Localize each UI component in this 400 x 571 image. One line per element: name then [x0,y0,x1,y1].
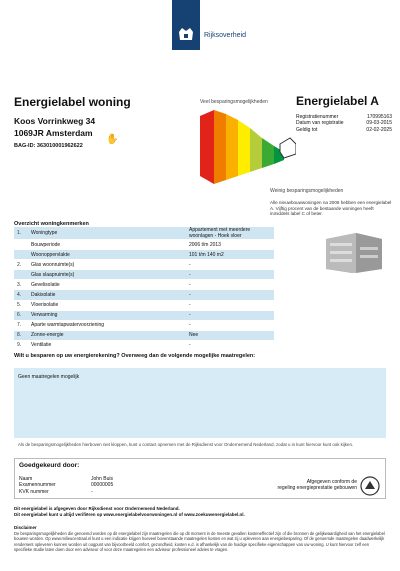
scale-band-c [250,128,262,172]
row-key: Aparte warmtapwatervoorziening [28,320,186,330]
row-number: 4. [14,290,28,300]
expert-box [14,458,386,499]
row-value: - [186,340,274,350]
label-meta [296,114,392,133]
bag-id: BAG-ID: 363010001962622 [14,143,83,149]
row-key: Woningtype [28,227,186,240]
row-number: 9. [14,340,28,350]
row-number: 8. [14,330,28,340]
scale-label-top: Veel besparingsmogelijkheden [200,99,268,105]
advice-box [14,368,386,438]
row-value: - [186,310,274,320]
row-value: Appartement met meerdere woonlagen - Hoek vloer [186,227,274,240]
scale-band-d [238,120,250,176]
table-row [14,270,274,280]
row-value: - [186,280,274,290]
row-value: Nee [186,330,274,340]
crown-emblem-icon [177,26,195,42]
meta-row: Geldig tot 02-02-2025 [296,126,392,133]
rijksoverheid-logo [172,0,200,50]
table-row [14,250,274,260]
building-illustration [322,229,386,273]
row-value: - [186,320,274,330]
page-title: Energielabel woning [14,95,131,109]
row-key: Glas slaapruimte(s) [28,270,186,280]
disclaimer-text: De besparingsmogelijkheden die genoemd worden op dit energielabel zijn maatregelen die op dit moment in de meeste gevallen kosteneffectief zijn of die bronnen de gelijkwaardigheid van het energielabel bouwen worden. Op www.milieucentraal.nl kunt u een indicatie krijgen hoeveel bovenstaande maatregelen kosten en wat zij u opleveren aan energiebesparing. Of de genoemde maatregelen daadwerkelijk rendement opleveren kunnen worden uit oogpunt van bijvoorbeeld comfort, gezondheid, kosten e.d. is afhankelijk van de huidige specifieke eigenschappen van uw woning. U kunt hiervoor zelf een specifieke studie laten doen door een adviseur of voor deze maatregelen een adviseur professioneel advies te vragen. [14,531,385,553]
scale-band-g [200,110,214,184]
advice-question: Wilt u besparen op uw energierekening? Overweeg dan de volgende mogelijke maatregelen: [14,353,256,359]
table-row [14,330,274,340]
conformity-text: Afgegeven conform de regeling energieprestatie gebouwen [277,479,357,492]
row-value: - [186,300,274,310]
hand-icon: ✋ [106,134,119,145]
row-key: Ventilatie [28,340,186,350]
expert-row: Naam John Buis [19,476,113,482]
table-row [14,280,274,290]
address-line2: 1069JR Amsterdam [14,128,93,138]
row-key: Gevelisolatie [28,280,186,290]
house-marker-icon [280,138,296,158]
scale-label-bottom: Weinig besparingsmogelijkheden [270,188,344,194]
expert-row: Examennummer 00000005 [19,482,114,489]
row-value: - [186,260,274,270]
table-row [14,310,274,320]
overview-heading: Overzicht woningkenmerken [14,221,89,227]
seal-icon [360,476,380,496]
row-number: 7. [14,320,28,330]
label-explanation: Alle nieuwbouwwoningen na 2006 hebben een energielabel A. Vijftig procent van de bestaande woningen heeft inmiddels label C of beter. [270,200,392,217]
row-number [14,240,28,250]
table-row [14,227,274,240]
row-number: 2. [14,260,28,270]
row-value: 101 t/m 140 m2 [186,250,274,260]
footer-line1: Dit energielabel is afgegeven door Rijksdienst voor Ondernemend Nederland. [14,506,180,511]
advice-note: Als de besparingsmogelijkheden hierboven niet kloppen, kunt u contact opnemen met de Rijksdienst voor Ondernemend Nederland, zodat u in kunt hiervoor kunt ook kijken. [18,442,354,447]
advice-text: Geen maatregelen mogelijk [18,374,80,380]
table-row [14,260,274,270]
row-number [14,270,28,280]
row-key: Verwarming [28,310,186,320]
row-number [14,250,28,260]
table-row [14,290,274,300]
row-key: Vloerisolatie [28,300,186,310]
energy-label-title: Energielabel A [296,94,379,108]
row-value: - [186,290,274,300]
table-row [14,340,274,350]
table-row [14,320,274,330]
footer-line2: Dit energielabel kunt u altijd verifiëren op www.energielabelvoorwoningen.nl of www.zoekuwenergielabel.nl. [14,512,245,517]
scale-band-f [214,110,226,184]
row-number: 1. [14,227,28,240]
row-value: 2006 t/m 2013 [186,240,274,250]
address-line1: Koos Vorrinkweg 34 [14,116,96,126]
expert-rows [19,476,113,495]
meta-row: Registratienummer 170995163 [296,114,392,120]
label-scale-graphic [200,106,296,188]
row-number: 5. [14,300,28,310]
row-key: Bouwperiode [28,240,186,250]
disclaimer-title: Disclaimer [14,525,37,530]
scale-band-b [262,138,274,168]
row-key: Dakisolatie [28,290,186,300]
table-row [14,240,274,250]
expert-heading: Goedgekeurd door: [19,462,80,469]
row-value: - [186,270,274,280]
row-number: 3. [14,280,28,290]
row-number: 6. [14,310,28,320]
row-key: Glas woonruimte(s) [28,260,186,270]
row-key: Zonne-energie [28,330,186,340]
scale-band-e [226,114,238,180]
row-key: Woonoppervlakte [28,250,186,260]
meta-row: Datum van registratie 09-03-2015 [296,120,392,127]
characteristics-table [14,227,274,351]
org-name: Rijksoverheid [204,32,247,39]
table-row [14,300,274,310]
expert-row: KVK nummer - [19,488,93,495]
